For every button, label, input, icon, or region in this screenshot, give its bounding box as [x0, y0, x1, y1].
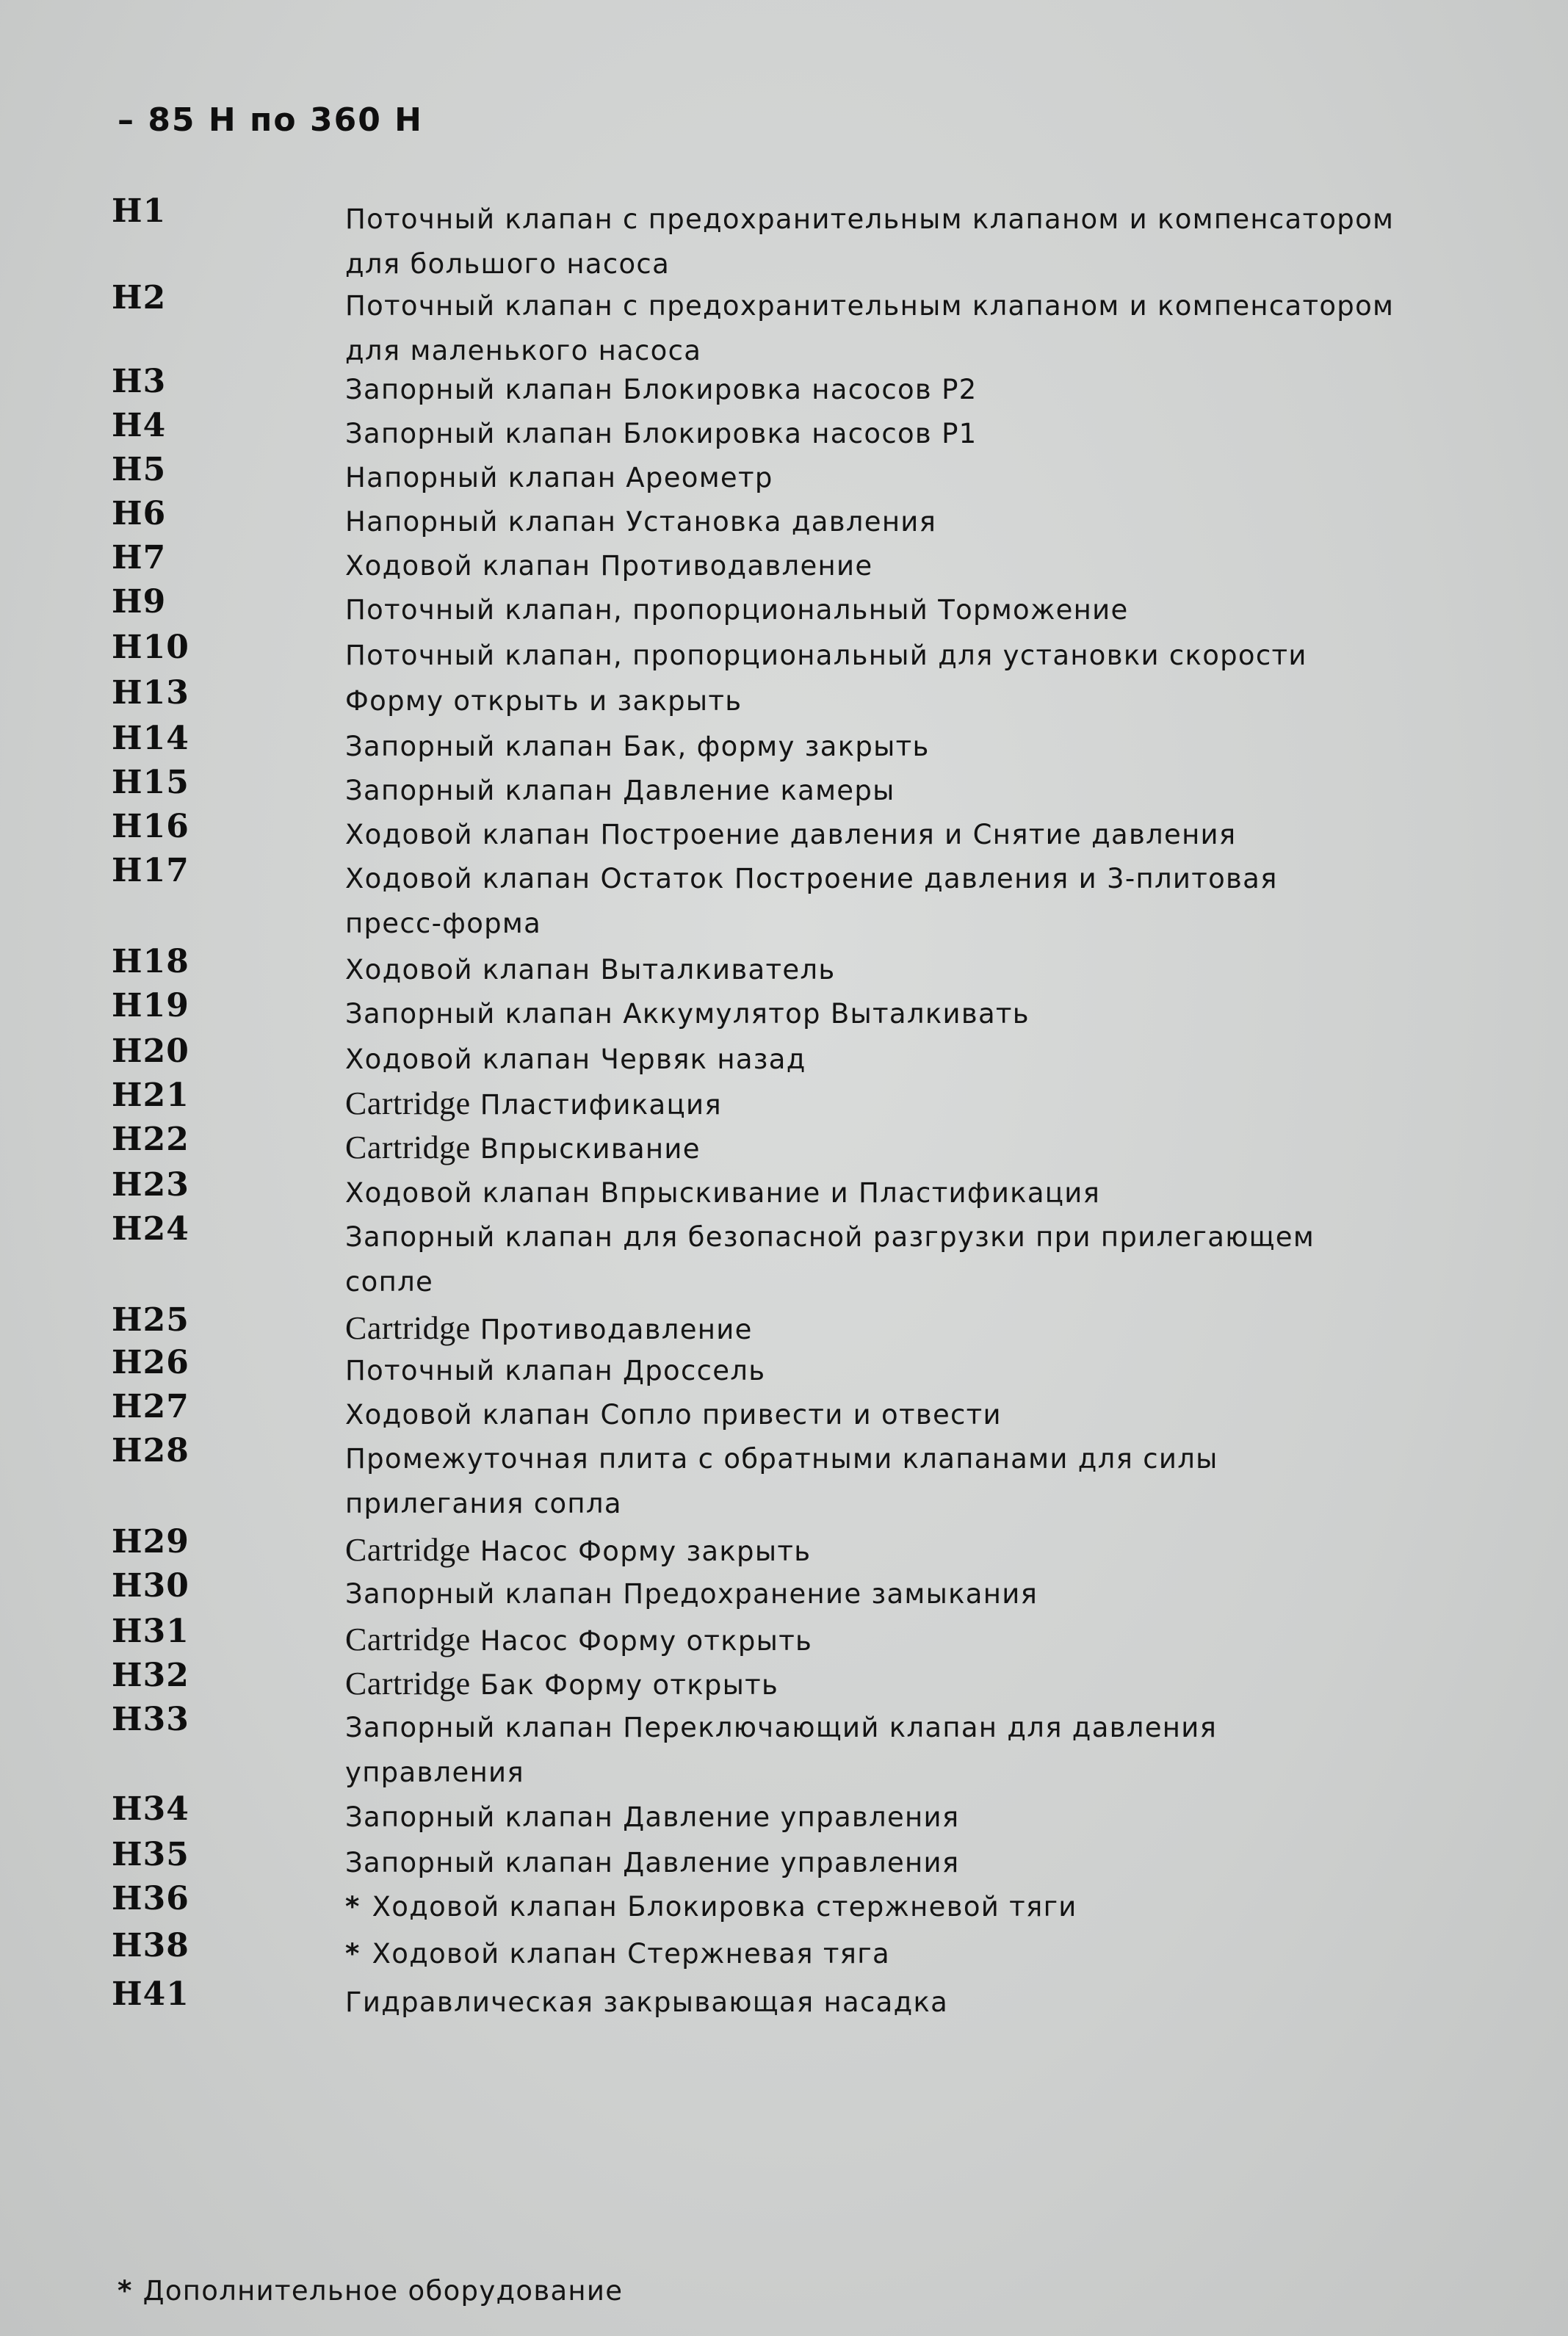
item-code: H10	[112, 629, 189, 666]
description-line	[345, 1481, 1462, 1526]
item-code: H38	[112, 1927, 189, 1964]
item-description	[345, 947, 1462, 992]
description-line	[345, 947, 1462, 992]
description-text: Ходовой клапан Выталкиватель	[345, 954, 836, 986]
description-text: сопле	[345, 1266, 434, 1298]
optional-marker: *	[345, 1891, 361, 1923]
item-code: H14	[112, 720, 189, 757]
description-line	[345, 1215, 1462, 1259]
item-description	[345, 1348, 1462, 1393]
description-line	[345, 1884, 1462, 1929]
item-description	[345, 633, 1462, 678]
item-code: H32	[112, 1657, 189, 1694]
item-description	[345, 1980, 1462, 2025]
description-text: Впрыскивание	[470, 1133, 701, 1165]
description-line	[345, 1750, 1462, 1795]
description-text: Ходовой клапан Червяк назад	[345, 1044, 806, 1075]
item-code: H17	[112, 852, 189, 889]
description-text: Напорный клапан Установка давления	[345, 506, 937, 538]
description-text: Пластификация	[470, 1089, 722, 1121]
description-line	[345, 1348, 1462, 1393]
description-text: Противодавление	[470, 1314, 753, 1345]
description-line	[345, 1980, 1462, 2025]
item-description	[345, 1931, 1462, 1976]
description-text: управления	[345, 1757, 524, 1788]
description-text: Запорный клапан Переключающий клапан для давления	[345, 1712, 1218, 1743]
cartridge-label: Cartridge	[345, 1532, 471, 1568]
item-description	[345, 587, 1462, 632]
item-code: H34	[112, 1790, 189, 1828]
description-text: Запорный клапан для безопасной разгрузки при прилегающем	[345, 1221, 1315, 1253]
item-code: H20	[112, 1033, 189, 1070]
item-description	[345, 679, 1462, 723]
description-text: Ходовой клапан Остаток Построение давления и 3-плитовая	[345, 863, 1278, 894]
cartridge-label: Cartridge	[345, 1310, 471, 1346]
description-line	[345, 991, 1462, 1036]
item-description	[345, 1436, 1462, 1526]
item-description	[345, 1125, 1462, 1171]
item-code: H13	[112, 674, 189, 712]
description-text: Гидравлическая закрывающая насадка	[345, 1986, 949, 2018]
description-line	[345, 499, 1462, 544]
description-text: Поточный клапан Дроссель	[345, 1355, 766, 1386]
item-code: H6	[112, 495, 167, 532]
description-line	[345, 1306, 1462, 1352]
description-line	[345, 1125, 1462, 1171]
footnote-text: Дополнительное оборудование	[142, 2275, 624, 2307]
item-description	[345, 499, 1462, 544]
description-text: Поточный клапан с предохранительным клапаном и компенсатором	[345, 290, 1395, 322]
item-description	[345, 367, 1462, 412]
description-line	[345, 455, 1462, 500]
description-line	[345, 1259, 1462, 1304]
description-text: Ходовой клапан Противодавление	[345, 550, 873, 582]
item-code: H25	[112, 1301, 189, 1339]
item-description	[345, 856, 1462, 946]
description-line	[345, 1527, 1462, 1574]
description-text: Запорный клапан Блокировка насосов Р2	[345, 374, 978, 405]
item-code: H19	[112, 987, 189, 1024]
description-line	[345, 587, 1462, 632]
description-line	[345, 1931, 1462, 1976]
description-line	[345, 1840, 1462, 1885]
item-description	[345, 283, 1462, 373]
item-code: H29	[112, 1523, 189, 1561]
item-code: H27	[112, 1388, 189, 1425]
item-code: H2	[112, 279, 167, 317]
item-description	[345, 1392, 1462, 1437]
item-code: H30	[112, 1567, 189, 1605]
item-code: H5	[112, 451, 167, 488]
description-line	[345, 411, 1462, 456]
item-description	[345, 1081, 1462, 1127]
item-code: H31	[112, 1613, 189, 1650]
description-text: Поточный клапан с предохранительным клапаном и компенсатором	[345, 203, 1395, 235]
item-code: H22	[112, 1121, 189, 1158]
item-description	[345, 1705, 1462, 1795]
description-line	[345, 367, 1462, 412]
description-text: Ходовой клапан Впрыскивание и Пластификация	[345, 1177, 1101, 1209]
description-text: Ходовой клапан Блокировка стержневой тяги	[372, 1891, 1077, 1923]
description-line	[345, 543, 1462, 588]
description-text: Поточный клапан, пропорциональный для установки скорости	[345, 640, 1307, 671]
description-line	[345, 856, 1462, 901]
description-line	[345, 1572, 1462, 1616]
item-description	[345, 1795, 1462, 1840]
item-description	[345, 455, 1462, 500]
description-line	[345, 901, 1462, 946]
description-line	[345, 679, 1462, 723]
description-text: Запорный клапан Предохранение замыкания	[345, 1578, 1038, 1610]
description-line	[345, 1081, 1462, 1127]
item-code: H1	[112, 192, 167, 230]
description-text: Запорный клапан Аккумулятор Выталкивать	[345, 998, 1030, 1030]
item-code: H7	[112, 539, 167, 576]
description-text: Запорный клапан Блокировка насосов Р1	[345, 418, 978, 449]
description-text: пресс-форма	[345, 908, 542, 939]
description-text: Запорный клапан Давление управления	[345, 1847, 960, 1878]
item-description	[345, 197, 1462, 286]
description-text: Запорный клапан Давление камеры	[345, 775, 895, 806]
description-line	[345, 724, 1462, 769]
item-description	[345, 991, 1462, 1036]
description-line	[345, 1037, 1462, 1082]
item-description	[345, 1617, 1462, 1663]
description-line	[345, 1171, 1462, 1215]
item-code: H24	[112, 1210, 189, 1248]
description-text: Форму открыть и закрыть	[345, 685, 743, 717]
item-description	[345, 543, 1462, 588]
cartridge-label: Cartridge	[345, 1085, 471, 1121]
item-description	[345, 768, 1462, 813]
item-code: H28	[112, 1432, 189, 1469]
description-text: Запорный клапан Давление управления	[345, 1801, 960, 1833]
cartridge-label: Cartridge	[345, 1621, 471, 1657]
item-description	[345, 1840, 1462, 1885]
description-line	[345, 633, 1462, 678]
description-line	[345, 242, 1462, 286]
item-description	[345, 1037, 1462, 1082]
item-code: H26	[112, 1344, 189, 1381]
description-line	[345, 768, 1462, 813]
item-description	[345, 411, 1462, 456]
description-text: прилегания сопла	[345, 1488, 622, 1519]
description-line	[345, 1436, 1462, 1481]
item-code: H9	[112, 583, 167, 621]
item-description	[345, 1884, 1462, 1929]
cartridge-label: Cartridge	[345, 1129, 471, 1165]
item-code: H4	[112, 407, 167, 444]
description-line	[345, 1661, 1462, 1707]
item-description	[345, 1215, 1462, 1304]
description-line	[345, 812, 1462, 857]
item-code: H21	[112, 1077, 189, 1114]
optional-marker: *	[345, 1938, 361, 1970]
item-code: H33	[112, 1701, 189, 1738]
footnote	[118, 2275, 623, 2307]
item-description	[345, 1527, 1462, 1574]
cartridge-label: Cartridge	[345, 1666, 471, 1702]
item-code: H16	[112, 808, 189, 845]
description-line	[345, 328, 1462, 373]
description-text: Напорный клапан Ареометр	[345, 462, 773, 493]
item-code: H3	[112, 363, 167, 400]
item-code: H23	[112, 1166, 189, 1204]
item-code: H35	[112, 1836, 189, 1873]
item-code: H36	[112, 1880, 189, 1917]
description-text: для большого насоса	[345, 248, 671, 280]
description-text: Насос Форму закрыть	[470, 1536, 812, 1567]
description-text: Насос Форму открыть	[470, 1625, 813, 1657]
description-line	[345, 1617, 1462, 1663]
footnote-star: *	[118, 2275, 133, 2307]
item-code: H15	[112, 764, 189, 801]
description-line	[345, 197, 1462, 242]
description-line	[345, 1795, 1462, 1840]
description-text: Ходовой клапан Сопло привести и отвести	[345, 1399, 1002, 1431]
description-text: Запорный клапан Бак, форму закрыть	[345, 731, 930, 762]
description-text: Ходовой клапан Построение давления и Снятие давления	[345, 819, 1237, 850]
page-heading: – 85 H по 360 H	[118, 101, 423, 139]
description-line	[345, 283, 1462, 328]
item-description	[345, 1661, 1462, 1707]
description-text: Бак Форму открыть	[470, 1669, 779, 1701]
description-text: Ходовой клапан Стержневая тяга	[372, 1938, 890, 1970]
item-description	[345, 812, 1462, 857]
item-description	[345, 1306, 1462, 1352]
description-line	[345, 1392, 1462, 1437]
item-description	[345, 1171, 1462, 1215]
item-code: H18	[112, 943, 189, 980]
description-line	[345, 1705, 1462, 1750]
description-text: Промежуточная плита с обратными клапанами для силы	[345, 1443, 1218, 1475]
description-text: Поточный клапан, пропорциональный Торможение	[345, 594, 1129, 626]
description-text: для маленького насоса	[345, 335, 702, 366]
item-code: H41	[112, 1975, 189, 2013]
item-description	[345, 724, 1462, 769]
item-description	[345, 1572, 1462, 1616]
